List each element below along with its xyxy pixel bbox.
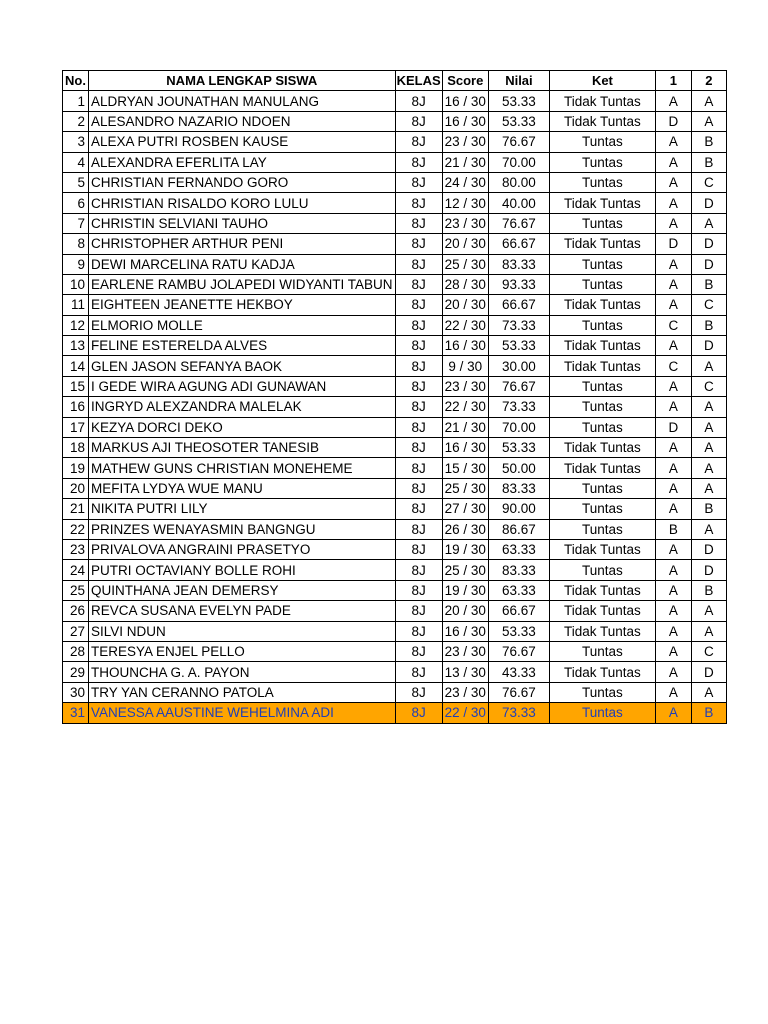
score-cell[interactable]: 9 / 30: [442, 356, 488, 376]
answer-2-cell[interactable]: A: [691, 478, 726, 498]
table-row: [63, 499, 727, 519]
table-body: [63, 91, 727, 723]
student-name-cell[interactable]: ALEXA PUTRI ROSBEN KAUSE: [89, 132, 396, 152]
score-cell[interactable]: 12 / 30: [442, 193, 488, 213]
student-score-sheet: [62, 70, 727, 724]
answer-1-cell[interactable]: A: [655, 336, 691, 356]
answer-2-cell[interactable]: B: [691, 274, 726, 294]
grade-value-cell[interactable]: 53.33: [488, 91, 549, 111]
status-cell[interactable]: Tidak Tuntas: [549, 662, 655, 682]
status-cell[interactable]: Tidak Tuntas: [549, 91, 655, 111]
grade-value-cell[interactable]: 76.67: [488, 641, 549, 661]
table-row: [63, 397, 727, 417]
score-cell[interactable]: 16 / 30: [442, 91, 488, 111]
score-cell[interactable]: 16 / 30: [442, 336, 488, 356]
grade-value-cell[interactable]: 53.33: [488, 438, 549, 458]
student-name-cell[interactable]: REVCA SUSANA EVELYN PADE: [89, 601, 396, 621]
answer-1-cell[interactable]: A: [655, 438, 691, 458]
answer-1-cell[interactable]: B: [655, 519, 691, 539]
status-cell[interactable]: Tuntas: [549, 397, 655, 417]
answer-1-cell[interactable]: D: [655, 417, 691, 437]
table-row: [63, 193, 727, 213]
student-name-cell[interactable]: KEZYA DORCI DEKO: [89, 417, 396, 437]
answer-1-cell[interactable]: A: [655, 376, 691, 396]
student-name-cell[interactable]: EIGHTEEN JEANETTE HEKBOY: [89, 295, 396, 315]
class-cell[interactable]: 8J: [395, 111, 442, 131]
answer-2-cell[interactable]: A: [691, 397, 726, 417]
table-row: [63, 213, 727, 233]
status-cell[interactable]: Tuntas: [549, 132, 655, 152]
answer-1-cell[interactable]: A: [655, 682, 691, 702]
grade-value-cell[interactable]: 66.67: [488, 234, 549, 254]
grade-value-cell[interactable]: 83.33: [488, 478, 549, 498]
answer-1-cell[interactable]: A: [655, 213, 691, 233]
answer-2-cell[interactable]: A: [691, 417, 726, 437]
class-cell[interactable]: 8J: [395, 376, 442, 396]
table-row: [63, 111, 727, 131]
table-row: [63, 295, 727, 315]
row-number-cell[interactable]: 30: [63, 682, 89, 702]
grade-value-cell[interactable]: 93.33: [488, 274, 549, 294]
status-cell[interactable]: Tidak Tuntas: [549, 580, 655, 600]
grade-value-cell[interactable]: 86.67: [488, 519, 549, 539]
grade-value-cell[interactable]: 80.00: [488, 172, 549, 192]
student-name-cell[interactable]: PRINZES WENAYASMIN BANGNGU: [89, 519, 396, 539]
status-cell[interactable]: Tuntas: [549, 417, 655, 437]
table-row: [63, 682, 727, 702]
table-row: [63, 519, 727, 539]
status-cell[interactable]: Tuntas: [549, 376, 655, 396]
row-number-cell[interactable]: 7: [63, 213, 89, 233]
answer-1-cell[interactable]: A: [655, 458, 691, 478]
answer-2-cell[interactable]: A: [691, 621, 726, 641]
row-number-cell[interactable]: 17: [63, 417, 89, 437]
score-cell[interactable]: 25 / 30: [442, 478, 488, 498]
answer-1-cell[interactable]: A: [655, 703, 691, 723]
score-cell[interactable]: 19 / 30: [442, 539, 488, 559]
row-number-cell[interactable]: 4: [63, 152, 89, 172]
grade-value-cell[interactable]: 53.33: [488, 336, 549, 356]
table-header: [63, 71, 727, 91]
table-row: [63, 539, 727, 559]
table-row: [63, 172, 727, 192]
score-cell[interactable]: 23 / 30: [442, 682, 488, 702]
answer-1-cell[interactable]: A: [655, 560, 691, 580]
header-name: NAMA LENGKAP SISWA: [89, 71, 396, 91]
class-cell[interactable]: 8J: [395, 662, 442, 682]
answer-2-cell[interactable]: D: [691, 254, 726, 274]
student-name-cell[interactable]: FELINE ESTERELDA ALVES: [89, 336, 396, 356]
answer-2-cell[interactable]: D: [691, 336, 726, 356]
grade-value-cell[interactable]: 30.00: [488, 356, 549, 376]
answer-1-cell[interactable]: A: [655, 478, 691, 498]
table-row: [63, 336, 727, 356]
class-cell[interactable]: 8J: [395, 682, 442, 702]
grade-value-cell[interactable]: 70.00: [488, 417, 549, 437]
answer-1-cell[interactable]: A: [655, 641, 691, 661]
score-cell[interactable]: 22 / 30: [442, 397, 488, 417]
row-number-cell[interactable]: 26: [63, 601, 89, 621]
student-name-cell[interactable]: MEFITA LYDYA WUE MANU: [89, 478, 396, 498]
answer-1-cell[interactable]: A: [655, 295, 691, 315]
score-cell[interactable]: 15 / 30: [442, 458, 488, 478]
grade-value-cell[interactable]: 90.00: [488, 499, 549, 519]
student-name-cell[interactable]: GLEN JASON SEFANYA BAOK: [89, 356, 396, 376]
header-score: Score: [442, 71, 488, 91]
grade-value-cell[interactable]: 76.67: [488, 682, 549, 702]
status-cell[interactable]: Tidak Tuntas: [549, 234, 655, 254]
row-number-cell[interactable]: 24: [63, 560, 89, 580]
grade-value-cell[interactable]: 73.33: [488, 397, 549, 417]
answer-1-cell[interactable]: A: [655, 397, 691, 417]
student-name-cell[interactable]: I GEDE WIRA AGUNG ADI GUNAWAN: [89, 376, 396, 396]
answer-2-cell[interactable]: B: [691, 132, 726, 152]
table-row: [63, 560, 727, 580]
score-cell[interactable]: 26 / 30: [442, 519, 488, 539]
grade-value-cell[interactable]: 76.67: [488, 132, 549, 152]
table-row: [63, 376, 727, 396]
row-number-cell[interactable]: 2: [63, 111, 89, 131]
table-row: [63, 274, 727, 294]
student-name-cell[interactable]: EARLENE RAMBU JOLAPEDI WIDYANTI TABUN: [89, 274, 396, 294]
answer-1-cell[interactable]: D: [655, 111, 691, 131]
header-kelas: KELAS: [395, 71, 442, 91]
student-name-cell[interactable]: CHRISTOPHER ARTHUR PENI: [89, 234, 396, 254]
table-row: [63, 254, 727, 274]
row-number-cell[interactable]: 19: [63, 458, 89, 478]
class-cell[interactable]: 8J: [395, 560, 442, 580]
row-number-cell[interactable]: 5: [63, 172, 89, 192]
row-number-cell[interactable]: 29: [63, 662, 89, 682]
answer-1-cell[interactable]: C: [655, 315, 691, 335]
answer-1-cell[interactable]: A: [655, 580, 691, 600]
answer-1-cell[interactable]: A: [655, 254, 691, 274]
status-cell[interactable]: Tuntas: [549, 478, 655, 498]
student-name-cell[interactable]: ALESANDRO NAZARIO NDOEN: [89, 111, 396, 131]
table-row: [63, 438, 727, 458]
score-cell[interactable]: 13 / 30: [442, 662, 488, 682]
answer-2-cell[interactable]: A: [691, 91, 726, 111]
table-row: [63, 621, 727, 641]
class-cell[interactable]: 8J: [395, 438, 442, 458]
score-cell[interactable]: 19 / 30: [442, 580, 488, 600]
student-name-cell[interactable]: ALEXANDRA EFERLITA LAY: [89, 152, 396, 172]
row-number-cell[interactable]: 28: [63, 641, 89, 661]
answer-1-cell[interactable]: A: [655, 621, 691, 641]
status-cell[interactable]: Tuntas: [549, 499, 655, 519]
class-cell[interactable]: 8J: [395, 519, 442, 539]
status-cell[interactable]: Tidak Tuntas: [549, 458, 655, 478]
grade-value-cell[interactable]: 43.33: [488, 662, 549, 682]
status-cell[interactable]: Tidak Tuntas: [549, 621, 655, 641]
class-cell[interactable]: 8J: [395, 703, 442, 723]
header-no: No.: [63, 71, 89, 91]
row-number-cell[interactable]: 21: [63, 499, 89, 519]
student-name-cell[interactable]: ELMORIO MOLLE: [89, 315, 396, 335]
row-number-cell[interactable]: 27: [63, 621, 89, 641]
table-row-selected: [63, 703, 727, 723]
table-row: [63, 91, 727, 111]
answer-2-cell[interactable]: A: [691, 682, 726, 702]
answer-2-cell[interactable]: B: [691, 499, 726, 519]
answer-1-cell[interactable]: A: [655, 172, 691, 192]
score-cell[interactable]: 23 / 30: [442, 376, 488, 396]
student-name-cell[interactable]: CHRISTIAN FERNANDO GORO: [89, 172, 396, 192]
score-cell[interactable]: 16 / 30: [442, 438, 488, 458]
score-cell[interactable]: 25 / 30: [442, 560, 488, 580]
status-cell[interactable]: Tuntas: [549, 703, 655, 723]
score-cell[interactable]: 25 / 30: [442, 254, 488, 274]
class-cell[interactable]: 8J: [395, 417, 442, 437]
class-cell[interactable]: 8J: [395, 397, 442, 417]
class-cell[interactable]: 8J: [395, 499, 442, 519]
class-cell[interactable]: 8J: [395, 172, 442, 192]
answer-1-cell[interactable]: A: [655, 193, 691, 213]
status-cell[interactable]: Tidak Tuntas: [549, 356, 655, 376]
answer-1-cell[interactable]: C: [655, 356, 691, 376]
answer-2-cell[interactable]: B: [691, 152, 726, 172]
student-name-cell[interactable]: CHRISTIAN RISALDO KORO LULU: [89, 193, 396, 213]
status-cell[interactable]: Tidak Tuntas: [549, 193, 655, 213]
header-row: [63, 71, 727, 91]
answer-2-cell[interactable]: A: [691, 601, 726, 621]
row-number-cell[interactable]: 1: [63, 91, 89, 111]
table-row: [63, 356, 727, 376]
status-cell[interactable]: Tuntas: [549, 172, 655, 192]
score-cell[interactable]: 20 / 30: [442, 234, 488, 254]
status-cell[interactable]: Tidak Tuntas: [549, 438, 655, 458]
student-name-cell[interactable]: THOUNCHA G. A. PAYON: [89, 662, 396, 682]
answer-2-cell[interactable]: D: [691, 662, 726, 682]
student-name-cell[interactable]: VANESSA AAUSTINE WEHELMINA ADI: [89, 703, 396, 723]
answer-2-cell[interactable]: D: [691, 234, 726, 254]
student-name-cell[interactable]: QUINTHANA JEAN DEMERSY: [89, 580, 396, 600]
score-cell[interactable]: 16 / 30: [442, 111, 488, 131]
grade-value-cell[interactable]: 76.67: [488, 376, 549, 396]
student-name-cell[interactable]: PUTRI OCTAVIANY BOLLE ROHI: [89, 560, 396, 580]
answer-1-cell[interactable]: A: [655, 662, 691, 682]
grade-value-cell[interactable]: 83.33: [488, 254, 549, 274]
table-row: [63, 417, 727, 437]
header-answer-1: 1: [655, 71, 691, 91]
score-cell[interactable]: 23 / 30: [442, 213, 488, 233]
student-name-cell[interactable]: SILVI NDUN: [89, 621, 396, 641]
status-cell[interactable]: Tuntas: [549, 315, 655, 335]
score-cell[interactable]: 20 / 30: [442, 295, 488, 315]
answer-1-cell[interactable]: D: [655, 234, 691, 254]
grade-value-cell[interactable]: 53.33: [488, 621, 549, 641]
score-cell[interactable]: 22 / 30: [442, 315, 488, 335]
answer-2-cell[interactable]: C: [691, 172, 726, 192]
row-number-cell[interactable]: 22: [63, 519, 89, 539]
answer-1-cell[interactable]: A: [655, 499, 691, 519]
row-number-cell[interactable]: 16: [63, 397, 89, 417]
status-cell[interactable]: Tuntas: [549, 274, 655, 294]
status-cell[interactable]: Tidak Tuntas: [549, 601, 655, 621]
status-cell[interactable]: Tuntas: [549, 641, 655, 661]
answer-2-cell[interactable]: D: [691, 560, 726, 580]
answer-1-cell[interactable]: A: [655, 152, 691, 172]
row-number-cell[interactable]: 14: [63, 356, 89, 376]
class-cell[interactable]: 8J: [395, 91, 442, 111]
answer-2-cell[interactable]: D: [691, 193, 726, 213]
answer-2-cell[interactable]: D: [691, 539, 726, 559]
table-row: [63, 662, 727, 682]
answer-2-cell[interactable]: C: [691, 295, 726, 315]
answer-2-cell[interactable]: A: [691, 356, 726, 376]
table-row: [63, 132, 727, 152]
student-name-cell[interactable]: TERESYA ENJEL PELLO: [89, 641, 396, 661]
class-cell[interactable]: 8J: [395, 621, 442, 641]
class-cell[interactable]: 8J: [395, 193, 442, 213]
score-cell[interactable]: 22 / 30: [442, 703, 488, 723]
answer-1-cell[interactable]: A: [655, 539, 691, 559]
score-cell[interactable]: 28 / 30: [442, 274, 488, 294]
score-cell[interactable]: 16 / 30: [442, 621, 488, 641]
grade-value-cell[interactable]: 70.00: [488, 152, 549, 172]
score-cell[interactable]: 21 / 30: [442, 152, 488, 172]
row-number-cell[interactable]: 15: [63, 376, 89, 396]
class-cell[interactable]: 8J: [395, 356, 442, 376]
class-cell[interactable]: 8J: [395, 295, 442, 315]
class-cell[interactable]: 8J: [395, 478, 442, 498]
row-number-cell[interactable]: 3: [63, 132, 89, 152]
status-cell[interactable]: Tuntas: [549, 519, 655, 539]
row-number-cell[interactable]: 23: [63, 539, 89, 559]
header-nilai: Nilai: [488, 71, 549, 91]
answer-2-cell[interactable]: A: [691, 438, 726, 458]
row-number-cell[interactable]: 10: [63, 274, 89, 294]
answer-2-cell[interactable]: A: [691, 458, 726, 478]
class-cell[interactable]: 8J: [395, 254, 442, 274]
grade-value-cell[interactable]: 50.00: [488, 458, 549, 478]
score-cell[interactable]: 21 / 30: [442, 417, 488, 437]
answer-1-cell[interactable]: A: [655, 274, 691, 294]
header-ket: Ket: [549, 71, 655, 91]
row-number-cell[interactable]: 9: [63, 254, 89, 274]
class-cell[interactable]: 8J: [395, 336, 442, 356]
student-name-cell[interactable]: MATHEW GUNS CHRISTIAN MONEHEME: [89, 458, 396, 478]
grade-value-cell[interactable]: 83.33: [488, 560, 549, 580]
status-cell[interactable]: Tidak Tuntas: [549, 295, 655, 315]
class-cell[interactable]: 8J: [395, 601, 442, 621]
class-cell[interactable]: 8J: [395, 458, 442, 478]
class-cell[interactable]: 8J: [395, 580, 442, 600]
student-name-cell[interactable]: CHRISTIN SELVIANI TAUHO: [89, 213, 396, 233]
answer-2-cell[interactable]: C: [691, 376, 726, 396]
status-cell[interactable]: Tuntas: [549, 682, 655, 702]
score-cell[interactable]: 24 / 30: [442, 172, 488, 192]
answer-2-cell[interactable]: B: [691, 315, 726, 335]
status-cell[interactable]: Tuntas: [549, 152, 655, 172]
table-row: [63, 580, 727, 600]
status-cell[interactable]: Tuntas: [549, 213, 655, 233]
table-row: [63, 458, 727, 478]
row-number-cell[interactable]: 20: [63, 478, 89, 498]
student-name-cell[interactable]: DEWI MARCELINA RATU KADJA: [89, 254, 396, 274]
grade-value-cell[interactable]: 76.67: [488, 213, 549, 233]
answer-2-cell[interactable]: A: [691, 519, 726, 539]
answer-2-cell[interactable]: B: [691, 703, 726, 723]
answer-1-cell[interactable]: A: [655, 601, 691, 621]
class-cell[interactable]: 8J: [395, 132, 442, 152]
table-row: [63, 152, 727, 172]
status-cell[interactable]: Tuntas: [549, 254, 655, 274]
class-cell[interactable]: 8J: [395, 152, 442, 172]
class-cell[interactable]: 8J: [395, 213, 442, 233]
table-row: [63, 234, 727, 254]
table-row: [63, 601, 727, 621]
status-cell[interactable]: Tidak Tuntas: [549, 539, 655, 559]
student-name-cell[interactable]: MARKUS AJI THEOSOTER TANESIB: [89, 438, 396, 458]
score-cell[interactable]: 23 / 30: [442, 132, 488, 152]
grade-value-cell[interactable]: 63.33: [488, 580, 549, 600]
row-number-cell[interactable]: 25: [63, 580, 89, 600]
grade-value-cell[interactable]: 73.33: [488, 315, 549, 335]
student-name-cell[interactable]: NIKITA PUTRI LILY: [89, 499, 396, 519]
class-cell[interactable]: 8J: [395, 274, 442, 294]
score-cell[interactable]: 20 / 30: [442, 601, 488, 621]
student-score-table: [62, 70, 727, 724]
row-number-cell[interactable]: 12: [63, 315, 89, 335]
header-answer-2: 2: [691, 71, 726, 91]
row-number-cell[interactable]: 8: [63, 234, 89, 254]
class-cell[interactable]: 8J: [395, 315, 442, 335]
table-row: [63, 315, 727, 335]
answer-2-cell[interactable]: A: [691, 111, 726, 131]
row-number-cell[interactable]: 31: [63, 703, 89, 723]
row-number-cell[interactable]: 13: [63, 336, 89, 356]
score-cell[interactable]: 27 / 30: [442, 499, 488, 519]
table-row: [63, 641, 727, 661]
grade-value-cell[interactable]: 40.00: [488, 193, 549, 213]
grade-value-cell[interactable]: 63.33: [488, 539, 549, 559]
score-cell[interactable]: 23 / 30: [442, 641, 488, 661]
answer-2-cell[interactable]: C: [691, 641, 726, 661]
answer-1-cell[interactable]: A: [655, 132, 691, 152]
student-name-cell[interactable]: TRY YAN CERANNO PATOLA: [89, 682, 396, 702]
student-name-cell[interactable]: INGRYD ALEXZANDRA MALELAK: [89, 397, 396, 417]
grade-value-cell[interactable]: 53.33: [488, 111, 549, 131]
grade-value-cell[interactable]: 73.33: [488, 703, 549, 723]
answer-1-cell[interactable]: A: [655, 91, 691, 111]
class-cell[interactable]: 8J: [395, 234, 442, 254]
class-cell[interactable]: 8J: [395, 539, 442, 559]
table-row: [63, 478, 727, 498]
grade-value-cell[interactable]: 66.67: [488, 295, 549, 315]
row-number-cell[interactable]: 11: [63, 295, 89, 315]
status-cell[interactable]: Tuntas: [549, 560, 655, 580]
status-cell[interactable]: Tidak Tuntas: [549, 111, 655, 131]
student-name-cell[interactable]: PRIVALOVA ANGRAINI PRASETYO: [89, 539, 396, 559]
student-name-cell[interactable]: ALDRYAN JOUNATHAN MANULANG: [89, 91, 396, 111]
answer-2-cell[interactable]: B: [691, 580, 726, 600]
row-number-cell[interactable]: 18: [63, 438, 89, 458]
status-cell[interactable]: Tidak Tuntas: [549, 336, 655, 356]
grade-value-cell[interactable]: 66.67: [488, 601, 549, 621]
row-number-cell[interactable]: 6: [63, 193, 89, 213]
class-cell[interactable]: 8J: [395, 641, 442, 661]
answer-2-cell[interactable]: A: [691, 213, 726, 233]
